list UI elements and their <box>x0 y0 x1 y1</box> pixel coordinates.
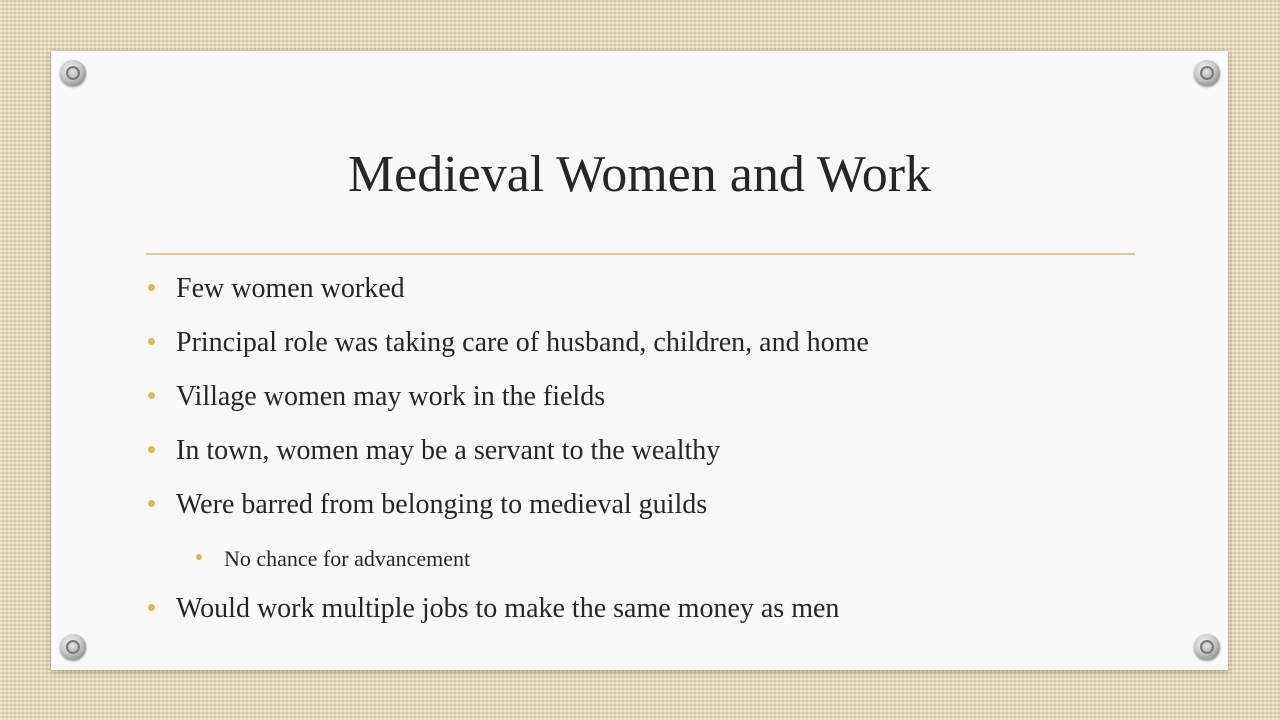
bullet-dot-icon <box>148 500 155 507</box>
rivet-icon <box>60 634 86 660</box>
bullet-text: Were barred from belonging to medieval guilds <box>176 489 708 520</box>
bullet-item <box>146 326 1146 380</box>
rivet-icon <box>1194 60 1220 86</box>
bullet-text: Principal role was taking care of husband, children, and home <box>176 327 869 358</box>
bullet-item <box>146 434 1146 488</box>
slide-title: Medieval Women and Work <box>347 146 932 203</box>
bullet-item <box>146 592 1146 646</box>
bullet-dot-icon <box>148 446 155 453</box>
bullet-item <box>146 272 1146 326</box>
bullet-list <box>146 272 1146 646</box>
rivet-icon <box>1194 634 1220 660</box>
title-divider <box>146 253 1135 255</box>
bullet-dot-icon <box>196 554 202 560</box>
sub-bullet-text: No chance for advancement <box>224 546 471 571</box>
bullet-text: Village women may work in the fields <box>176 381 606 412</box>
bullet-text: Would work multiple jobs to make the same money as men <box>176 593 840 624</box>
bullet-dot-icon <box>148 284 155 291</box>
bullet-item <box>146 380 1146 434</box>
bullet-dot-icon <box>148 392 155 399</box>
bullet-text: Few women worked <box>176 273 405 304</box>
bullet-dot-icon <box>148 604 155 611</box>
bullet-item <box>146 488 1146 542</box>
rivet-icon <box>60 60 86 86</box>
sub-bullet-item <box>146 542 1146 592</box>
bullet-text: In town, women may be a servant to the wealthy <box>176 435 721 466</box>
bullet-dot-icon <box>148 338 155 345</box>
